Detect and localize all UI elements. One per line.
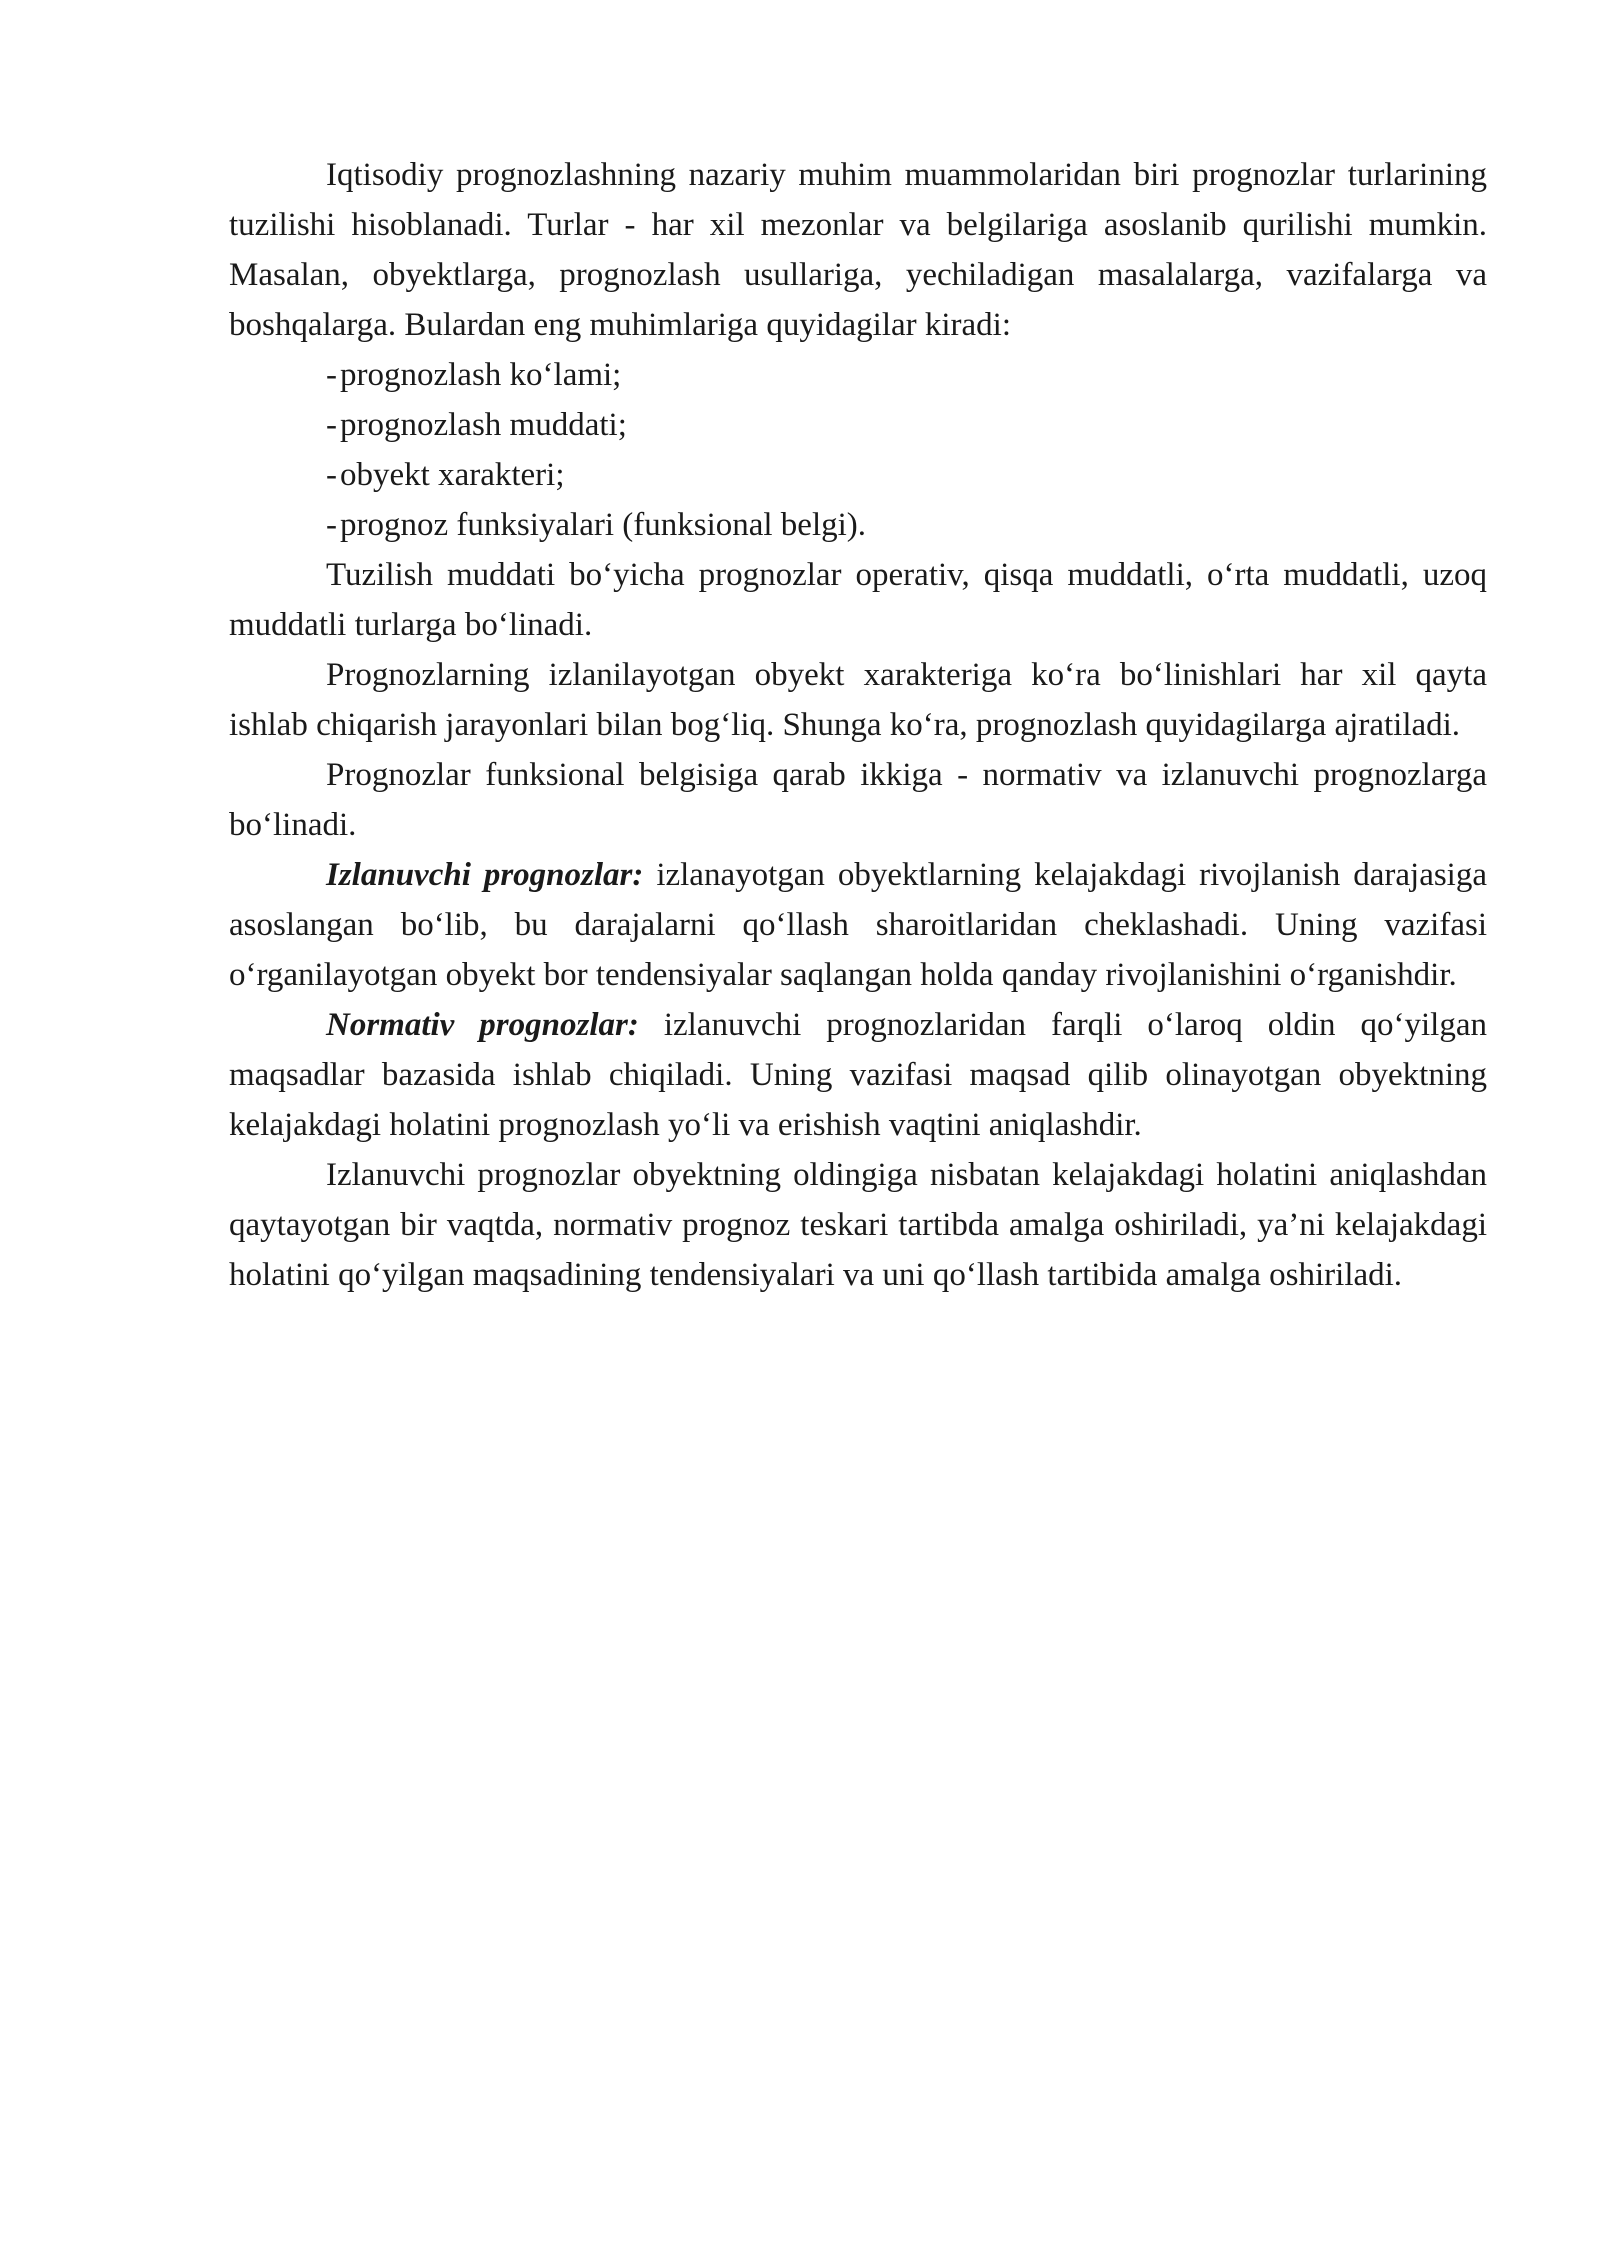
list-dash: - bbox=[326, 357, 337, 393]
list-item-text: prognoz funksiyalari (funksional belgi). bbox=[340, 507, 867, 543]
term-paragraph: Tuzilish muddati bo‘yicha prognozlar operativ, qisqa muddatli, o‘rta muddatli, uzoq muddatli turlarga bo‘linadi. bbox=[229, 557, 1487, 643]
list-item-text: obyekt xarakteri; bbox=[340, 457, 565, 493]
normativ-term: Normativ prognozlar: bbox=[326, 1007, 639, 1043]
object-paragraph: Prognozlarning izlanilayotgan obyekt xarakteriga ko‘ra bo‘linishlari har xil qayta ishlab chiqarish jarayonlari bilan bog‘liq. Shunga ko‘ra, prognozlash quyidagilarga ajratiladi. bbox=[229, 657, 1487, 743]
izlanuvchi-paragraph bbox=[229, 850, 1487, 1000]
list-item-text: prognozlash ko‘lami; bbox=[340, 357, 622, 393]
list-item bbox=[229, 500, 1487, 550]
final-paragraph: Izlanuvchi prognozlar obyektning oldingiga nisbatan kelajakdagi holatini aniqlashdan qaytayotgan bir vaqtda, normativ prognoz teskari tartibda amalga oshiriladi, ya’ni kelajakdagi holatini qo‘yilgan maqsadining tendensiyalari va uni qo‘llash tartibida amalga oshiriladi. bbox=[229, 1157, 1487, 1293]
list-dash: - bbox=[326, 457, 337, 493]
list-dash: - bbox=[326, 407, 337, 443]
function-paragraph: Prognozlar funksional belgisiga qarab ikkiga - normativ va izlanuvchi prognozlarga bo‘linadi. bbox=[229, 757, 1487, 843]
list-item-text: prognozlash muddati; bbox=[340, 407, 627, 443]
list-item bbox=[229, 450, 1487, 500]
list-item bbox=[229, 400, 1487, 450]
intro-paragraph: Iqtisodiy prognozlashning nazariy muhim muammolaridan biri prognozlar turlarining tuzilishi hisoblanadi. Turlar - har xil mezonlar va belgilariga asoslanib qurilishi mumkin. Masalan, obyektlarga, prognozlash usullariga, yechiladigan masalalarga, vazifalarga va boshqalarga. Bulardan eng muhimlariga quyidagilar kiradi: bbox=[229, 157, 1487, 343]
list-dash: - bbox=[326, 507, 337, 543]
normativ-paragraph bbox=[229, 1000, 1487, 1150]
list-item bbox=[229, 350, 1487, 400]
document-body bbox=[229, 150, 1487, 1300]
izlanuvchi-term: Izlanuvchi prognozlar: bbox=[326, 857, 644, 893]
criteria-list bbox=[229, 350, 1487, 550]
izlanuvchi-text: izlanayotgan obyektlarning kelajakdagi rivojlanish darajasiga asoslangan bo‘lib, bu darajalarni qo‘llash sharoitlaridan cheklashadi. Uning vazifasi o‘rganilayotgan obyekt bor tendensiyalar saqlangan holda qanday rivojlanishini o‘rganishdir. bbox=[229, 857, 1487, 993]
normativ-text: izlanuvchi prognozlaridan farqli o‘laroq oldin qo‘yilgan maqsadlar bazasida ishlab chiqiladi. Uning vazifasi maqsad qilib olinayotgan obyektning kelajakdagi holatini prognozlash yo‘li va erishish vaqtini aniqlashdir. bbox=[229, 1007, 1487, 1143]
